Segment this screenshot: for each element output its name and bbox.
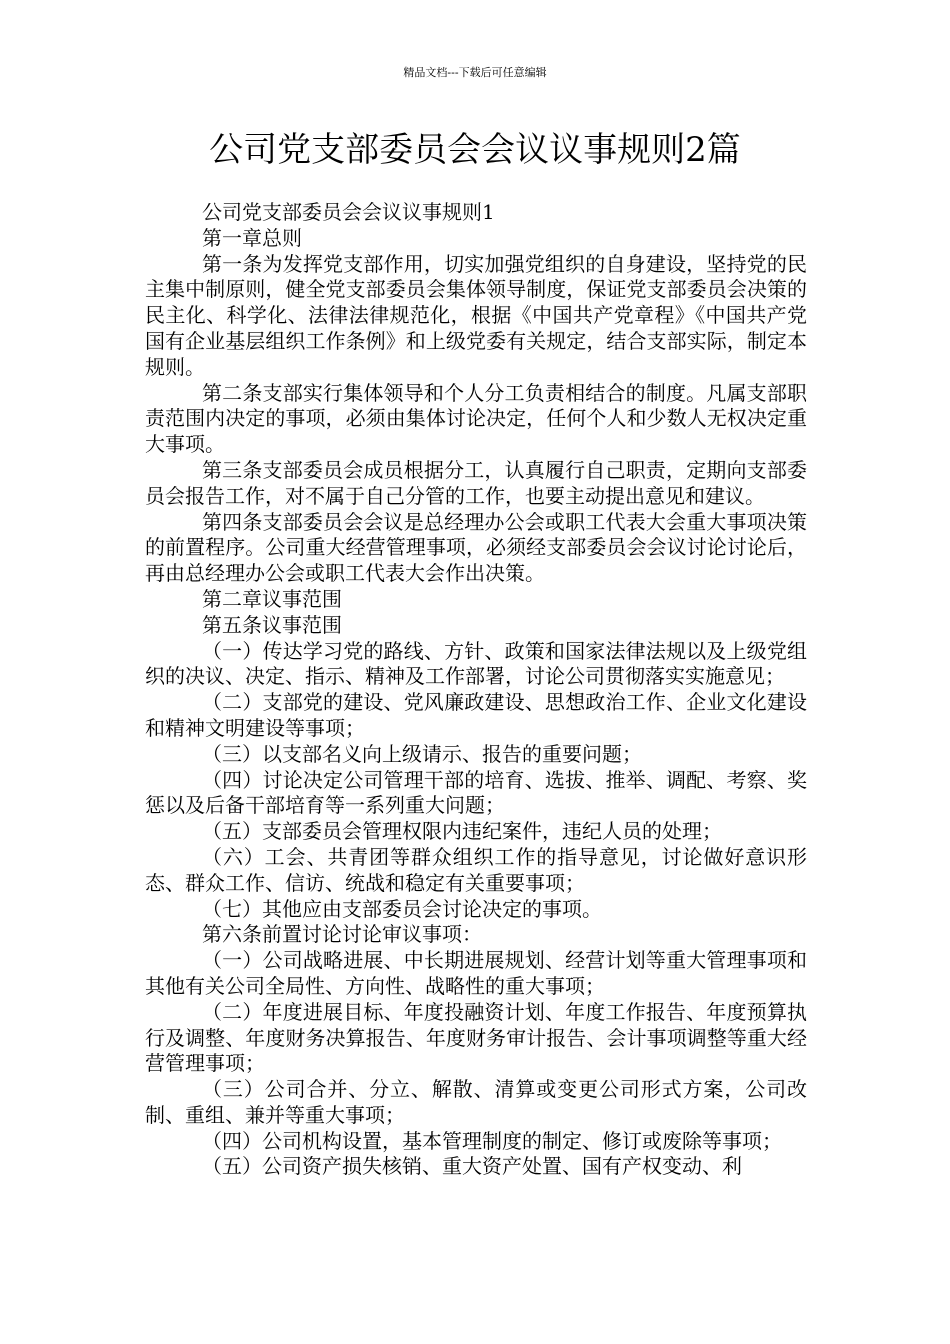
- article-heading: 第六条前置讨论讨论审议事项：: [202, 922, 482, 947]
- header-note: 精品文档---下载后可任意编辑: [403, 66, 547, 79]
- article-heading: 第五条议事范围: [202, 612, 342, 637]
- document-title: 公司党支部委员会会议议事规则2篇: [209, 130, 741, 170]
- list-item: （六）工会、共青团等群众组织工作的指导意见，讨论做好意识形态、群众工作、信访、统战和稳定有关重要事项；: [145, 844, 807, 895]
- list-item: （五）支部委员会管理权限内违纪案件，违纪人员的处理；: [202, 819, 722, 844]
- list-item: （三）以支部名义向上级请示、报告的重要问题；: [202, 741, 642, 766]
- article-paragraph: 第二条支部实行集体领导和个人分工负责相结合的制度。凡属支部职责范围内决定的事项，必须由集体讨论决定，任何个人和少数人无权决定重大事项。: [145, 380, 807, 457]
- article-paragraph: 第三条支部委员会成员根据分工，认真履行自己职责，定期向支部委员会报告工作，对不属于自己分管的工作，也要主动提出意见和建议。: [145, 457, 807, 508]
- subtitle-paragraph: 公司党支部委员会会议议事规则1: [202, 200, 495, 224]
- document-body: [145, 200, 807, 1180]
- list-item: （一）公司战略进展、中长期进展规划、经营计划等重大管理事项和其他有关公司全局性、方向性、战略性的重大事项；: [145, 948, 807, 998]
- list-item: （二）年度进展目标、年度投融资计划、年度工作报告、年度预算执行及调整、年度财务决算报告、年度财务审计报告、会计事项调整等重大经营管理事项；: [145, 999, 807, 1076]
- article-paragraph: 第一条为发挥党支部作用，切实加强党组织的自身建设，坚持党的民主集中制原则，健全党支部委员会集体领导制度，保证党支部委员会决策的民主化、科学化、法律法律规范化，根据《中国共产党章程》《中国共产党国有企业基层组织工作条例》和上级党委有关规定，结合支部实际，制定本规则。: [145, 251, 807, 379]
- list-item: （二）支部党的建设、党风廉政建设、思想政治工作、企业文化建设和精神文明建设等事项；: [145, 690, 807, 740]
- list-item: （七）其他应由支部委员会讨论决定的事项。: [202, 896, 602, 921]
- list-item: （四）公司机构设置，基本管理制度的制定、修订或废除等事项；: [202, 1128, 782, 1153]
- list-item: （四）讨论决定公司管理干部的培育、选拔、推举、调配、考察、奖惩以及后备干部培育等一系列重大问题；: [145, 767, 807, 818]
- chapter-heading: 第二章议事范围: [202, 586, 342, 611]
- list-item: （五）公司资产损失核销、重大资产处置、国有产权变动、利: [202, 1154, 742, 1179]
- chapter-heading: 第一章总则: [202, 225, 302, 250]
- list-item: （三）公司合并、分立、解散、清算或变更公司形式方案，公司改制、重组、兼并等重大事项；: [145, 1077, 807, 1127]
- article-paragraph: 第四条支部委员会会议是总经理办公会或职工代表大会重大事项决策的前置程序。公司重大经营管理事项，必须经支部委员会会议讨论讨论后，再由总经理办公会或职工代表大会作出决策。: [145, 509, 807, 586]
- list-item: （一）传达学习党的路线、方针、政策和国家法律法规以及上级党组织的决议、决定、指示、精神及工作部署，讨论公司贯彻落实实施意见；: [145, 638, 807, 689]
